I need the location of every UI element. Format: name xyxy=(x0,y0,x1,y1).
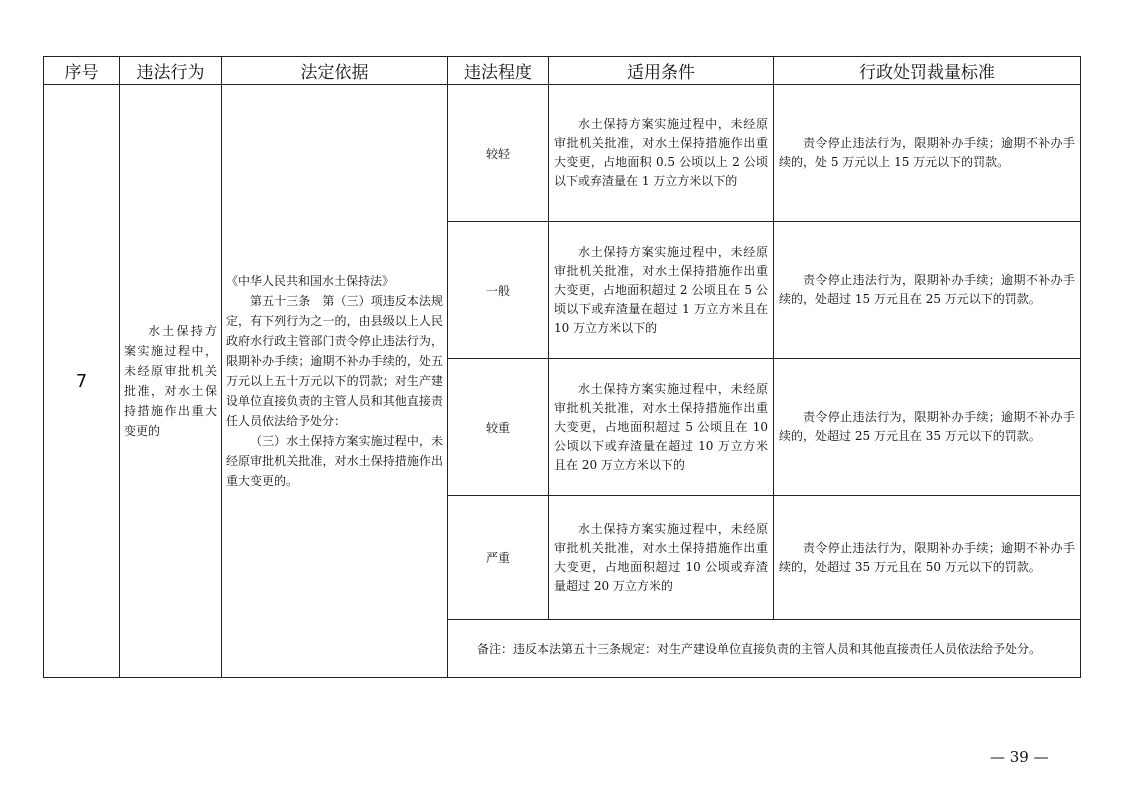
header-penalty-standard: 行政处罚裁量标准 xyxy=(774,57,1081,85)
condition-cell: 水土保持方案实施过程中，未经原审批机关批准，对水土保持措施作出重大变更，占地面积超过 10 公顷或弃渣量超过 20 万立方米的 xyxy=(549,496,774,620)
violation-cell: 水土保持方案实施过程中，未经原审批机关批准，对水土保持措施作出重大变更的 xyxy=(120,85,222,678)
standard-cell: 责令停止违法行为，限期补办手续；逾期不补办手续的，处 5 万元以上 15 万元以下的罚款。 xyxy=(774,85,1081,222)
header-violation: 违法行为 xyxy=(120,57,222,85)
page-number: — 39 — xyxy=(990,748,1049,766)
degree-cell: 一般 xyxy=(448,222,549,359)
degree-cell: 较轻 xyxy=(448,85,549,222)
table-header-row xyxy=(44,57,1081,85)
legal-basis-cell xyxy=(222,85,448,678)
standard-cell: 责令停止违法行为，限期补办手续；逾期不补办手续的，处超过 35 万元且在 50 万元以下的罚款。 xyxy=(774,496,1081,620)
degree-cell: 严重 xyxy=(448,496,549,620)
condition-cell: 水土保持方案实施过程中，未经原审批机关批准，对水土保持措施作出重大变更，占地面积超过 5 公顷且在 10 公顷以下或弃渣量在超过 10 万立方米且在 20 万立方米以下的 xyxy=(549,359,774,496)
degree-cell: 较重 xyxy=(448,359,549,496)
header-violation-degree: 违法程度 xyxy=(448,57,549,85)
table-row xyxy=(44,85,1081,222)
penalty-standards-table xyxy=(43,56,1081,678)
standard-cell: 责令停止违法行为，限期补办手续；逾期不补办手续的，处超过 15 万元且在 25 万元以下的罚款。 xyxy=(774,222,1081,359)
condition-cell: 水土保持方案实施过程中，未经原审批机关批准，对水土保持措施作出重大变更，占地面积 0.5 公顷以上 2 公顷以下或弃渣量在 1 万立方米以下的 xyxy=(549,85,774,222)
header-legal-basis: 法定依据 xyxy=(222,57,448,85)
standard-cell: 责令停止违法行为，限期补办手续；逾期不补办手续的，处超过 25 万元且在 35 万元以下的罚款。 xyxy=(774,359,1081,496)
serial-number-cell: 7 xyxy=(44,85,120,678)
law-article: 第五十三条 第（三）项违反本法规定，有下列行为之一的，由县级以上人民政府水行政主管部门责令停止违法行为，限期补办手续；逾期不补办手续的，处五万元以上五十万元以下的罚款；对生产建设单位直接负责的主管人员和其他直接责任人员依法给予处分： xyxy=(226,294,443,428)
header-serial-number: 序号 xyxy=(44,57,120,85)
note-cell: 备注：违反本法第五十三条规定：对生产建设单位直接负责的主管人员和其他直接责任人员依法给予处分。 xyxy=(448,620,1081,678)
law-clause: （三）水土保持方案实施过程中，未经原审批机关批准，对水土保持措施作出重大变更的。 xyxy=(226,434,443,488)
law-title: 《中华人民共和国水土保持法》 xyxy=(226,274,395,288)
header-applicable-conditions: 适用条件 xyxy=(549,57,774,85)
condition-cell: 水土保持方案实施过程中，未经原审批机关批准，对水土保持措施作出重大变更，占地面积超过 2 公顷且在 5 公顷以下或弃渣量在超过 1 万立方米且在 10 万立方米以下的 xyxy=(549,222,774,359)
